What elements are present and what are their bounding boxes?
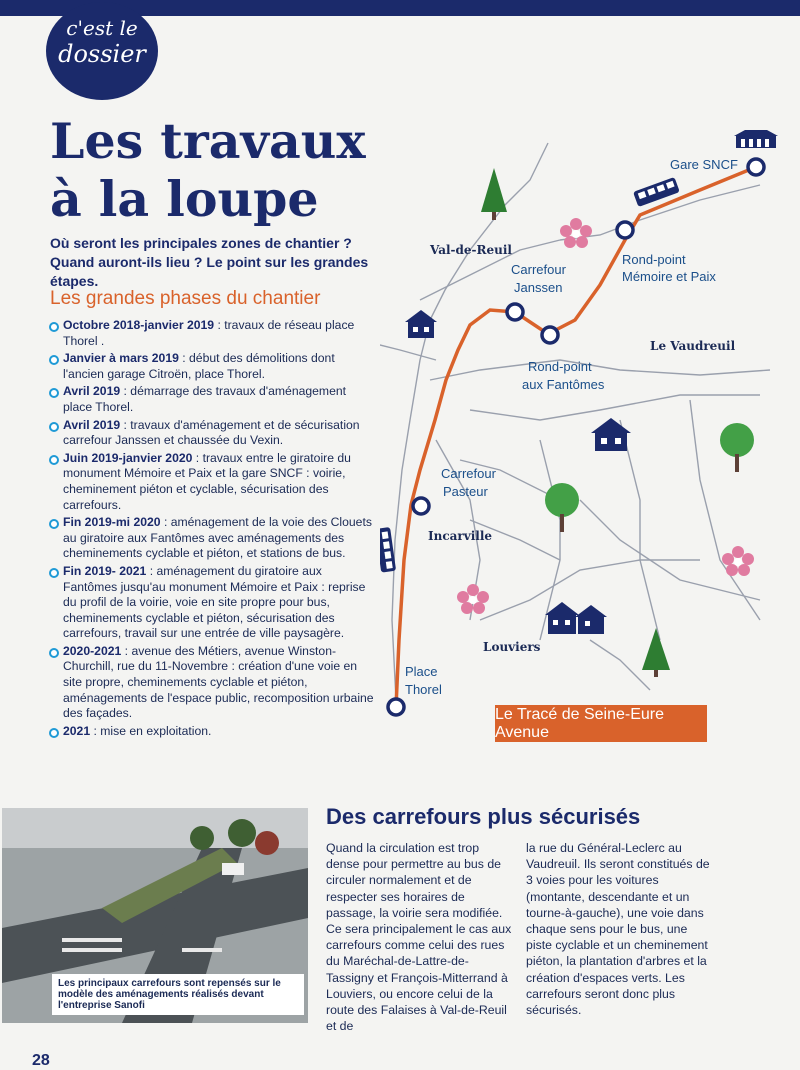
stop-gare-sncf bbox=[748, 159, 764, 175]
phase-date: Janvier à mars 2019 bbox=[63, 351, 179, 366]
phase-text: : travaux d'aménagement et de sécurisation carrefour Janssen et chaussée du Vexin. bbox=[63, 417, 360, 448]
badge-line1: c'est le bbox=[66, 16, 138, 40]
section-badge bbox=[46, 2, 158, 100]
label-fantomes-1: Rond-point bbox=[528, 359, 592, 374]
stop-janssen bbox=[507, 304, 523, 320]
label-pasteur-1: Carrefour bbox=[441, 466, 496, 481]
title-line1: Les travaux bbox=[50, 112, 366, 170]
label-thorel-1: Place bbox=[405, 664, 438, 679]
phase-item bbox=[48, 418, 378, 449]
phases-list bbox=[48, 318, 378, 741]
route-map bbox=[380, 130, 800, 770]
flower-icon bbox=[457, 584, 489, 614]
phase-item bbox=[48, 451, 378, 513]
stop-memoire-paix bbox=[617, 222, 633, 238]
phase-text: : mise en exploitation. bbox=[90, 723, 212, 738]
phase-text: : démarrage des travaux d'aménagement place Thorel. bbox=[63, 384, 347, 414]
houses-icon bbox=[545, 602, 607, 634]
house-icon bbox=[591, 418, 631, 451]
section-heading: Des carrefours plus sécurisés bbox=[326, 804, 641, 829]
label-memoire-1: Rond-point bbox=[622, 252, 686, 267]
article-column-2: la rue du Général-Leclerc au Vaudreuil. Ils seront constitués de 3 voies pour les voitures (montante, descendante et un tourne-à-gauche), une voie dans chaque sens pour le bus, une piste cyclable et un cheminement piéton, la plantation d'arbres et la création d'espaces verts. Les carrefours seront donc plus sécurisés. bbox=[526, 841, 710, 1018]
town-incarville: Incarville bbox=[428, 529, 493, 543]
label-gare-sncf: Gare SNCF bbox=[670, 157, 738, 172]
phase-item bbox=[48, 384, 378, 415]
phase-date: 2020-2021 bbox=[63, 643, 122, 658]
label-thorel-2: Thorel bbox=[405, 682, 442, 697]
phase-text: : travaux entre le giratoire du monument Mémoire et Paix et la gare SNCF : voirie, cheminement piéton et cyclable, sécurisation des carrefours. bbox=[63, 450, 351, 512]
phase-text: : aménagement de la voie des Clouets au giratoire aux Fantômes avec aménagements des cheminements cyclable et piéton, et stations de bus. bbox=[63, 515, 372, 561]
page-title bbox=[50, 112, 366, 228]
town-louviers: Louviers bbox=[483, 640, 541, 654]
label-janssen-2: Janssen bbox=[514, 280, 563, 295]
street-photo bbox=[2, 808, 308, 1023]
stop-thorel bbox=[388, 699, 404, 715]
intro-text: Où seront les principales zones de chantier ? Quand auront-ils lieu ? Le point sur les grandes étapes. bbox=[50, 235, 369, 289]
phase-item bbox=[48, 644, 378, 722]
phase-text: : début des démolitions dont l'ancien garage Citroën, place Thorel. bbox=[63, 351, 335, 381]
photo-caption: Les principaux carrefours sont repensés sur le modèle des aménagements réalisés devant l'entreprise Sanofi bbox=[52, 974, 304, 1015]
tree-icon bbox=[545, 483, 579, 532]
label-fantomes-2: aux Fantômes bbox=[522, 377, 605, 392]
label-memoire-2: Mémoire et Paix bbox=[622, 269, 716, 284]
tree-icon bbox=[642, 628, 670, 677]
phase-item bbox=[48, 724, 378, 740]
phase-text: : travaux de réseau place Thorel . bbox=[63, 318, 355, 348]
phase-date: Avril 2019 bbox=[63, 417, 121, 432]
flower-icon bbox=[560, 218, 592, 248]
tree-icon bbox=[720, 423, 754, 472]
map-legend: Le Tracé de Seine-Eure Avenue bbox=[495, 705, 707, 742]
stop-pasteur bbox=[413, 498, 429, 514]
phase-date: Octobre 2018-janvier 2019 bbox=[63, 318, 215, 332]
label-janssen-1: Carrefour bbox=[511, 262, 566, 277]
tree-icon bbox=[481, 168, 507, 220]
town-le-vaudreuil: Le Vaudreuil bbox=[650, 339, 736, 353]
phase-text: : aménagement du giratoire aux Fantômes jusqu'au monument Mémoire et Paix : reprise du profil de la voirie, voie en site propre pour bus, cheminements cyclable et piéton, sécurisation des carrefours, travail sur une entrée de ville paysagère. bbox=[63, 563, 366, 641]
flower-icon bbox=[722, 546, 754, 576]
stop-fantomes bbox=[542, 327, 558, 343]
title-line2: à la loupe bbox=[50, 170, 319, 228]
phase-item bbox=[48, 515, 378, 562]
station-icon bbox=[734, 130, 778, 148]
label-pasteur-2: Pasteur bbox=[443, 484, 488, 499]
phase-item bbox=[48, 318, 378, 349]
phase-date: Fin 2019-mi 2020 bbox=[63, 515, 161, 530]
badge-line2: dossier bbox=[58, 40, 146, 68]
bus-icon bbox=[380, 527, 396, 573]
phase-item bbox=[48, 351, 378, 382]
article-column-1: Quand la circulation est trop dense pour permettre au bus de circuler normalement et de respecter ses horaires de passage, la voirie sera modifiée. Ce sera principalement le cas aux carrefours comme celui des rues du Maréchal-de-Lattre-de-Tassigny et François-Mitterrand à Louviers, ou encore celui de la route des Falaises à Val-de-Reuil et de bbox=[326, 841, 512, 1034]
phases-heading: Les grandes phases du chantier bbox=[50, 288, 321, 309]
page-number: 28 bbox=[32, 1052, 50, 1069]
phase-date: Juin 2019-janvier 2020 bbox=[63, 450, 193, 465]
phase-date: Fin 2019- 2021 bbox=[63, 563, 147, 578]
phase-item bbox=[48, 564, 378, 642]
town-val-de-reuil: Val-de-Reuil bbox=[430, 243, 512, 257]
phase-date: 2021 bbox=[63, 723, 91, 738]
phase-date: Avril 2019 bbox=[63, 384, 121, 399]
phase-text: : avenue des Métiers, avenue Winston-Churchill, rue du 11-Novembre : création d'une voie en site propre, cheminements cyclable et piéton, aménagements de l'espace public, recomposition urbaine des façades. bbox=[63, 643, 374, 721]
